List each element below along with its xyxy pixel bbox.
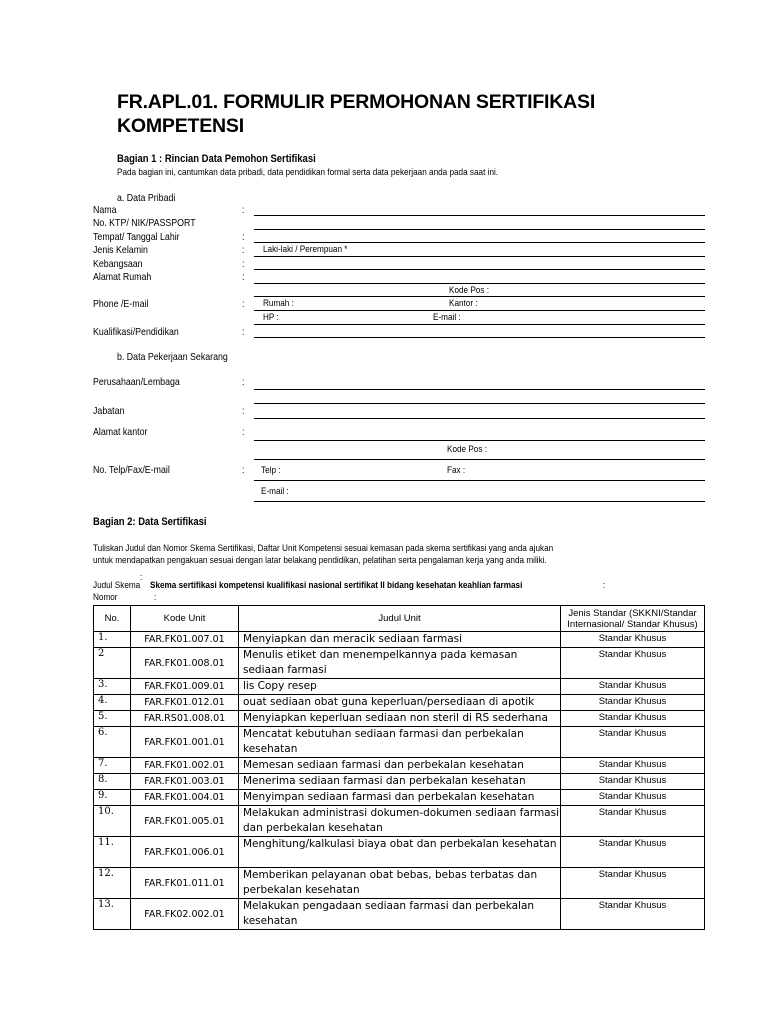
cell-jenis-standar: Standar Khusus: [561, 868, 705, 899]
table-row: [94, 758, 705, 774]
cell-jenis-standar: Standar Khusus: [561, 837, 705, 868]
telp-line[interactable]: [254, 480, 705, 481]
colon: :: [242, 464, 245, 476]
perusahaan-line-2[interactable]: [254, 403, 705, 404]
kebangsaan-line[interactable]: [254, 269, 705, 270]
phone-line[interactable]: [254, 310, 705, 311]
colon: :: [242, 244, 245, 256]
kode-pos-kantor-line[interactable]: [254, 459, 705, 460]
cell-jenis-standar: Standar Khusus: [561, 727, 705, 758]
judul-text: Memberikan pelayanan obat bebas, bebas terbatas dan perbekalan kesehatan: [243, 869, 538, 896]
judul-text: Melakukan administrasi dokumen-dokumen sediaan farmasi dan perbekalan kesehatan: [243, 807, 559, 834]
table-row: [94, 648, 705, 679]
alamat-line[interactable]: [254, 283, 705, 284]
cell-no: 12.: [94, 868, 131, 899]
cell-no: 10.: [94, 806, 131, 837]
jenis-kelamin-value[interactable]: Laki-laki / Perempuan *: [263, 244, 348, 255]
cell-judul-unit: Menyiapkan keperluan sediaan non steril di RS sederhana: [239, 711, 561, 727]
cell-judul-unit: [239, 868, 561, 899]
label-jabatan: Jabatan: [93, 405, 125, 417]
cell-judul-unit: Menyiapkan dan meracik sediaan farmasi: [239, 632, 561, 648]
colon: :: [242, 405, 245, 417]
table-row: [94, 632, 705, 648]
table-row: [94, 899, 705, 930]
cell-no: 4.: [94, 695, 131, 711]
label-ttl: Tempat/ Tanggal Lahir: [93, 231, 180, 243]
label-perusahaan: Perusahaan/Lembaga: [93, 376, 180, 388]
cell-kode-unit: FAR.FK01.006.01: [131, 837, 239, 868]
cell-jenis-standar: Standar Khusus: [561, 711, 705, 727]
judul-skema-label: Judul Skema: [93, 580, 141, 591]
table-row: [94, 679, 705, 695]
label-alamat-rumah: Alamat Rumah: [93, 271, 152, 283]
bagian1-heading: Bagian 1 : Rincian Data Pemohon Sertifikasi: [117, 153, 316, 165]
label-telp-fax-email: No. Telp/Fax/E-mail: [93, 464, 170, 476]
cell-jenis-standar: Standar Khusus: [561, 806, 705, 837]
kode-pos-line[interactable]: [254, 296, 705, 297]
cell-judul-unit: [239, 837, 561, 868]
judul-text: Menulis etiket dan menempelkannya pada kemasan sediaan farmasi: [243, 649, 518, 676]
cell-kode-unit: FAR.FK01.001.01: [131, 727, 239, 758]
label-ktp: No. KTP/ NIK/PASSPORT: [93, 217, 196, 229]
nomor-label: Nomor: [93, 592, 118, 603]
colon: :: [154, 592, 157, 603]
label-kualifikasi: Kualifikasi/Pendidikan: [93, 326, 179, 338]
email-kantor-label: E-mail :: [261, 486, 289, 497]
cell-no: 1.: [94, 632, 131, 648]
colon: :: [242, 376, 245, 388]
judul-text: Melakukan pengadaan sediaan farmasi dan perbekalan kesehatan: [243, 900, 535, 927]
cell-no: 3.: [94, 679, 131, 695]
cell-no: 8.: [94, 774, 131, 790]
judul-text: Menghitung/kalkulasi biaya obat dan perbekalan kesehatan: [243, 838, 557, 850]
jenis-kelamin-line: [254, 256, 705, 257]
nama-line[interactable]: [254, 215, 705, 216]
cell-no: 2: [94, 648, 131, 679]
bagian2-intro-line2: untuk mendapatkan pengakuan sesuai dengan latar belakang pendidikan, pelatihan serta pengalaman kerja yang anda miliki.: [93, 555, 547, 566]
cell-kode-unit: FAR.FK01.005.01: [131, 806, 239, 837]
table-row: [94, 695, 705, 711]
form-title-line1: FR.APL.01. FORMULIR PERMOHONAN SERTIFIKASI: [117, 91, 596, 113]
bagian2-intro-line1: Tuliskan Judul dan Nomor Skema Sertifikasi, Daftar Unit Kompetensi sesuai kemasan pada skema sertifikasi yang anda ajukan: [93, 543, 554, 554]
perusahaan-line[interactable]: [254, 389, 705, 390]
colon: :: [242, 426, 245, 438]
colon: :: [242, 204, 245, 216]
kualifikasi-line[interactable]: [254, 337, 705, 338]
label-phone-email: Phone /E-mail: [93, 298, 149, 310]
alamat-kantor-line[interactable]: [254, 440, 705, 441]
kode-pos-label: Kode Pos :: [449, 285, 489, 296]
cell-judul-unit: [239, 806, 561, 837]
ttl-line[interactable]: [254, 242, 705, 243]
cell-kode-unit: FAR.FK01.002.01: [131, 758, 239, 774]
cell-jenis-standar: Standar Khusus: [561, 695, 705, 711]
rumah-label: Rumah :: [263, 298, 294, 309]
table-row: [94, 727, 705, 758]
colon: :: [242, 231, 245, 243]
cell-jenis-standar: Standar Khusus: [561, 899, 705, 930]
unit-kompetensi-table: [93, 605, 705, 930]
label-nama: Nama: [93, 204, 117, 216]
hp-label: HP :: [263, 312, 279, 323]
cell-judul-unit: Menerima sediaan farmasi dan perbekalan kesehatan: [239, 774, 561, 790]
cell-jenis-standar: Standar Khusus: [561, 679, 705, 695]
table-row: [94, 837, 705, 868]
cell-judul-unit: [239, 727, 561, 758]
cell-no: 6.: [94, 727, 131, 758]
table-row: [94, 711, 705, 727]
telp-label: Telp :: [261, 465, 281, 476]
colon: :: [140, 572, 143, 583]
cell-kode-unit: FAR.FK01.008.01: [131, 648, 239, 679]
cell-kode-unit: FAR.RS01.008.01: [131, 711, 239, 727]
cell-kode-unit: FAR.FK01.012.01: [131, 695, 239, 711]
fax-label: Fax :: [447, 465, 466, 476]
header-kode-unit: Kode Unit: [131, 606, 239, 632]
kantor-label: Kantor :: [449, 298, 478, 309]
table-row: [94, 774, 705, 790]
cell-kode-unit: FAR.FK01.004.01: [131, 790, 239, 806]
header-jenis-standar: Jenis Standar (SKKNI/Standar Internasional/ Standar Khusus): [561, 606, 705, 632]
cell-no: 11.: [94, 837, 131, 868]
colon: :: [242, 258, 245, 270]
cell-judul-unit: lis Copy resep: [239, 679, 561, 695]
cell-judul-unit: Menyimpan sediaan farmasi dan perbekalan kesehatan: [239, 790, 561, 806]
judul-text: Mencatat kebutuhan sediaan farmasi dan perbekalan kesehatan: [243, 728, 524, 755]
cell-jenis-standar: Standar Khusus: [561, 758, 705, 774]
hp-line[interactable]: [254, 324, 705, 325]
cell-jenis-standar: Standar Khusus: [561, 790, 705, 806]
label-alamat-kantor: Alamat kantor: [93, 426, 148, 438]
cell-kode-unit: FAR.FK01.011.01: [131, 868, 239, 899]
cell-jenis-standar: Standar Khusus: [561, 632, 705, 648]
colon: :: [242, 271, 245, 283]
email-kantor-line[interactable]: [254, 501, 705, 502]
table-row: [94, 806, 705, 837]
colon: :: [242, 298, 245, 310]
jabatan-line[interactable]: [254, 418, 705, 419]
ktp-line[interactable]: [254, 229, 705, 230]
cell-no: 7.: [94, 758, 131, 774]
cell-kode-unit: FAR.FK02.002.01: [131, 899, 239, 930]
bagian2-heading: Bagian 2: Data Sertifikasi: [93, 516, 207, 528]
table-row: [94, 790, 705, 806]
header-judul-unit: Judul Unit: [239, 606, 561, 632]
cell-judul-unit: [239, 648, 561, 679]
section-a-label: a. Data Pribadi: [117, 192, 176, 204]
cell-kode-unit: FAR.FK01.003.01: [131, 774, 239, 790]
bagian1-intro: Pada bagian ini, cantumkan data pribadi, data pendidikan formal serta data pekerjaan anda pada saat ini.: [117, 167, 499, 178]
cell-no: 9.: [94, 790, 131, 806]
cell-judul-unit: ouat sediaan obat guna keperluan/persediaan di apotik: [239, 695, 561, 711]
table-header-row: [94, 606, 705, 632]
cell-kode-unit: FAR.FK01.007.01: [131, 632, 239, 648]
judul-skema-value: Skema sertifikasi kompetensi kualifikasi nasional sertifikat II bidang kesehatan keahlian farmasi: [150, 580, 523, 591]
colon: :: [242, 326, 245, 338]
cell-judul-unit: Memesan sediaan farmasi dan perbekalan kesehatan: [239, 758, 561, 774]
cell-jenis-standar: Standar Khusus: [561, 648, 705, 679]
label-jenis-kelamin: Jenis Kelamin: [93, 244, 148, 256]
email-label: E-mail :: [433, 312, 461, 323]
section-b-label: b. Data Pekerjaan Sekarang: [117, 351, 228, 363]
cell-no: 13.: [94, 899, 131, 930]
cell-jenis-standar: Standar Khusus: [561, 774, 705, 790]
cell-judul-unit: [239, 899, 561, 930]
colon: :: [603, 580, 606, 591]
form-title-line2: KOMPETENSI: [117, 115, 244, 137]
table-row: [94, 868, 705, 899]
kode-pos-kantor-label: Kode Pos :: [447, 444, 487, 455]
label-kebangsaan: Kebangsaan: [93, 258, 143, 270]
header-no: No.: [94, 606, 131, 632]
cell-no: 5.: [94, 711, 131, 727]
cell-kode-unit: FAR.FK01.009.01: [131, 679, 239, 695]
